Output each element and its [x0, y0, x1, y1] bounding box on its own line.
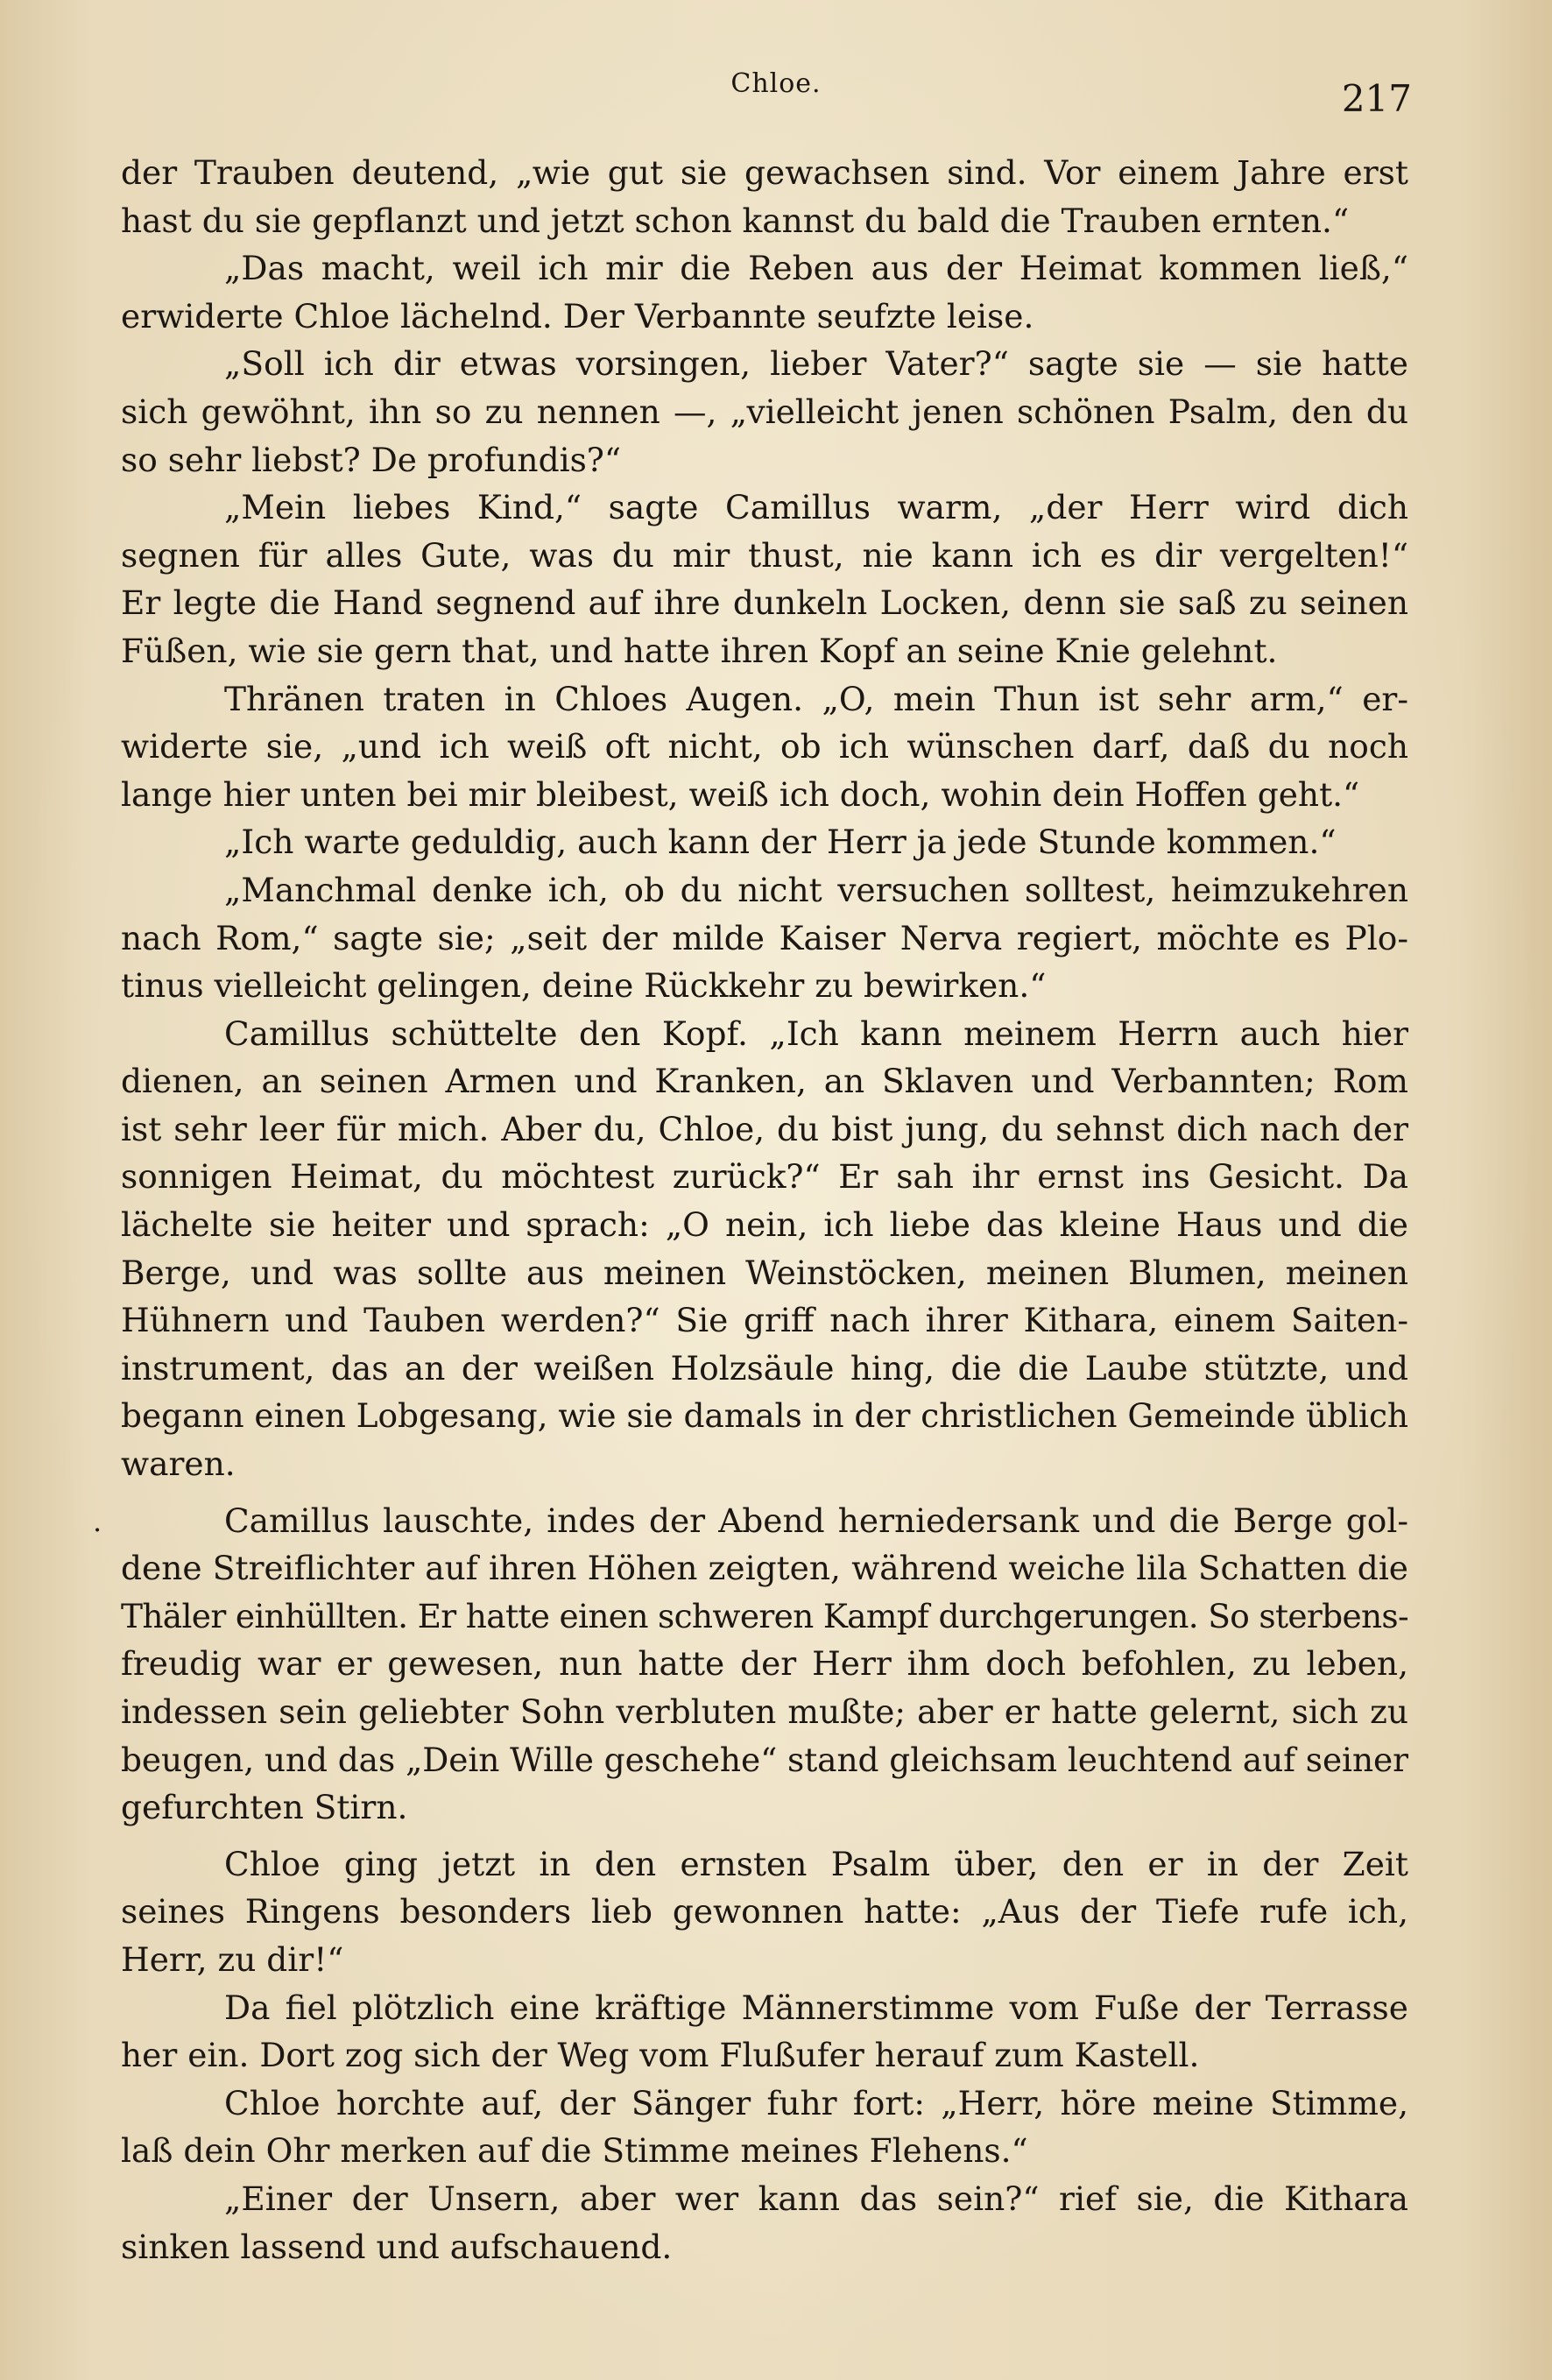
text-line: hast du sie gepflanzt und jetzt schon kannst du bald die Trauben ernten.“ — [121, 201, 1350, 240]
text-line: „Mein liebes Kind,“ sagte Camillus warm, „der Herr wird dich — [224, 488, 1408, 527]
body-text — [121, 149, 1408, 2271]
text-line: sich gewöhnt, ihn so zu nennen —, „vielleicht jenen schönen Psalm, den du — [121, 392, 1408, 431]
text-line: seines Ringens besonders lieb gewonnen hatte: „Aus der Tiefe rufe ich, — [121, 1892, 1408, 1932]
text-line: Chloe horchte auf, der Sänger fuhr fort: „Herr, höre meine Stimme, — [224, 2083, 1408, 2122]
text-line: Da fiel plötzlich eine kräftige Männerstimme vom Fuße der Terrasse — [224, 1988, 1408, 2027]
text-line: instrument, das an der weißen Holzsäule hing, die die Laube stützte, und — [121, 1348, 1408, 1388]
text-line: sonnigen Heimat, du möchtest zurück?“ Er sah ihr ernst ins Gesicht. Da — [121, 1157, 1408, 1197]
text-line: segnen für alles Gute, was du mir thust, nie kann ich es dir vergelten!“ — [121, 535, 1408, 575]
text-line: tinus vielleicht gelingen, deine Rückkehr zu bewirken.“ — [121, 966, 1047, 1006]
text-line: her ein. Dort zog sich der Weg vom Flußufer herauf zum Kastell. — [121, 2036, 1200, 2075]
text-line: Er legte die Hand segnend auf ihre dunkeln Locken, denn sie saß zu seinen — [121, 583, 1408, 623]
text-line: beugen, und das „Dein Wille geschehe“ stand gleichsam leuchtend auf seiner — [121, 1740, 1408, 1779]
text-line: Thäler einhüllten. Er hatte einen schweren Kampf durchgerungen. So sterbens- — [121, 1596, 1408, 1635]
text-line: „Manchmal denke ich, ob du nicht versuchen solltest, heimzukehren — [224, 870, 1408, 909]
text-line: Thränen traten in Chloes Augen. „O, mein Thun ist sehr arm,“ er- — [224, 679, 1408, 718]
text-line: Hühnern und Tauben werden?“ Sie griff nach ihrer Kithara, einem Saiten- — [121, 1301, 1408, 1340]
text-line: Camillus lauschte, indes der Abend herniedersank und die Berge gol- — [224, 1501, 1408, 1540]
text-line: Camillus schüttelte den Kopf. „Ich kann meinem Herrn auch hier — [224, 1013, 1408, 1053]
text-line: lange hier unten bei mir bleibest, weiß ich doch, wohin dein Hoffen geht.“ — [121, 774, 1360, 814]
margin-mark: . — [93, 1505, 102, 1538]
text-line: ist sehr leer für mich. Aber du, Chloe, du bist jung, du sehnst dich nach der — [121, 1109, 1408, 1148]
text-line: lächelte sie heiter und sprach: „O nein, ich liebe das kleine Haus und die — [121, 1205, 1408, 1245]
text-line: „Ich warte geduldig, auch kann der Herr ja jede Stunde kommen.“ — [224, 823, 1337, 862]
text-line: „Das macht, weil ich mir die Reben aus der Heimat kommen ließ,“ — [224, 249, 1408, 288]
text-line: erwiderte Chloe lächelnd. Der Verbannte seufzte leise. — [121, 296, 1034, 335]
text-line: sinken lassend und aufschauend. — [121, 2227, 673, 2266]
text-line: Herr, zu dir!“ — [121, 1939, 344, 1979]
text-line: Chloe ging jetzt in den ernsten Psalm über, den er in der Zeit — [224, 1844, 1408, 1883]
text-line: nach Rom,“ sagte sie; „seit der milde Kaiser Nerva regiert, möchte es Plo- — [121, 918, 1408, 957]
text-line: laß dein Ohr merken auf die Stimme meines Flehens.“ — [121, 2131, 1028, 2171]
text-line: freudig war er gewesen, nun hatte der Herr ihm doch befohlen, zu leben, — [121, 1644, 1408, 1684]
text-line: so sehr liebst? De profundis?“ — [121, 440, 622, 479]
text-line: dene Streiflichter auf ihren Höhen zeigten, während weiche lila Schatten die — [121, 1549, 1408, 1588]
text-line: Berge, und was sollte aus meinen Weinstöcken, meinen Blumen, meinen — [121, 1253, 1408, 1292]
text-line: begann einen Lobgesang, wie sie damals in der christlichen Gemeinde üblich — [121, 1396, 1408, 1436]
page-number: 217 — [1341, 77, 1412, 120]
text-line: waren. — [121, 1444, 236, 1484]
text-line: der Trauben deutend, „wie gut sie gewachsen sind. Vor einem Jahre erst — [121, 153, 1408, 192]
text-line: gefurchten Stirn. — [121, 1788, 408, 1827]
text-line: „Soll ich dir etwas vorsingen, lieber Vater?“ sagte sie — sie hatte — [224, 344, 1408, 384]
running-head: Chloe. — [730, 68, 822, 99]
text-line: dienen, an seinen Armen und Kranken, an Sklaven und Verbannten; Rom — [121, 1062, 1408, 1101]
text-line: indessen sein geliebter Sohn verbluten mußte; aber er hatte gelernt, sich zu — [121, 1692, 1408, 1731]
text-line: Füßen, wie sie gern that, und hatte ihren Kopf an seine Knie gelehnt. — [121, 631, 1278, 670]
text-line: „Einer der Unsern, aber wer kann das sein?“ rief sie, die Kithara — [224, 2179, 1408, 2218]
text-line: widerte sie, „und ich weiß oft nicht, ob ich wünschen darf, daß du noch — [121, 727, 1408, 766]
